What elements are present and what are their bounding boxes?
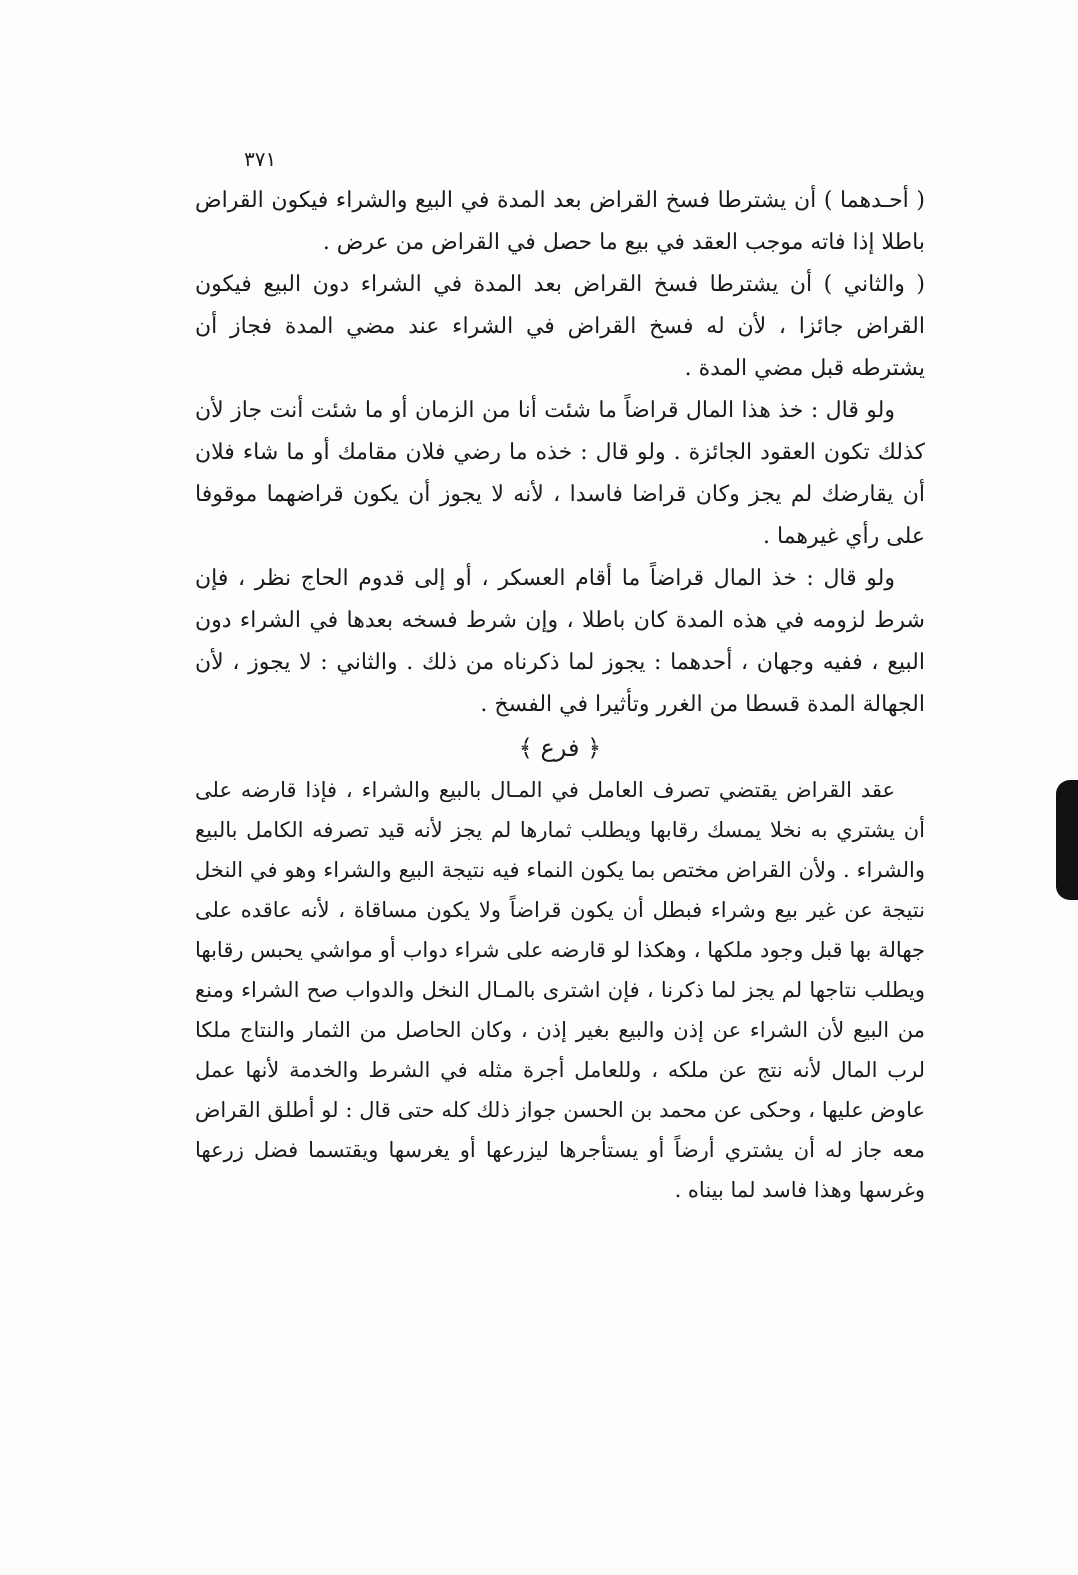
page-number: ٣٧١: [244, 147, 277, 171]
paragraph-first-case: ( أحـدهما ) أن يشترطا فسخ القراض بعد المدة في البيع والشراء فيكون القراض باطلا إذا فاته موجب العقد في بيع ما حصل في القراض من عرض .: [195, 188, 925, 255]
paragraph-army-condition: ولو قال : خذ المال قراضاً ما أقام العسكر ، أو إلى قدوم الحاج نظر ، فإن شرط لزومه في هذه المدة كان باطلا ، وإن شرط فسخه بعدها في الشراء دون البيع ، ففيه وجهان ، أحدهما : يجوز لما ذكرناه من ذلك . والثاني : لا يجوز ، لأن الجهالة المدة قسطا من الغرر وتأثيرا في الفسخ .: [195, 566, 925, 717]
paragraph-second-case: ( والثاني ) أن يشترطا فسخ القراض بعد المدة في الشراء دون البيع فيكون القراض جائزا ، لأن له فسخ القراض في الشراء عند مضي المدة فجاز أن يشترطه قبل مضي المدة .: [195, 272, 925, 381]
paragraph-qirad-contract: عقد القراض يقتضي تصرف العامل في المـال بالبيع والشراء ، فإذا قارضه على أن يشتري به نخلا يمسك رقابها ويطلب ثمارها لم يجز لأنه قيد تصرفه الكامل بالبيع والشراء . ولأن القراض مختص بما يكون النماء فيه نتيجة البيع والشراء وهو في النخل نتيجة عن غير بيع وشراء فبطل أن يكون قراضاً ولا يكون مساقاة ، لأنه عاقده على جهالة بها قبل وجود ملكها ، وهكذا لو قارضه على شراء دواب أو مواشي يحبس رقابها ويطلب نتاجها لم يجز لما ذكرنا ، فإن اشترى بالمـال النخل والدواب صح الشراء ومنع من البيع لأن الشراء عن إذن والبيع بغير إذن ، وكان الحاصل من الثمار والنتاج ملكا لرب المال لأنه نتج عن ملكه ، وللعامل أجرة مثله في الشرط والخدمة لأنها عمل عاوض عليها ، وحكى عن محمد بن الحسن جواز ذلك كله حتى قال : لو أطلق القراض معه جاز له أن يشتري أرضاً أو يستأجرها ليزرعها أو يغرسها ويقتسما فضل زرعها وغرسها وهذا فاسد لما بيناه .: [195, 778, 925, 1202]
main-text-block: [195, 180, 925, 1210]
scan-edge-mark: [1056, 780, 1078, 900]
section-heading-far: ﴿ فرع ﴾: [518, 734, 602, 762]
paragraph-time-condition: ولو قال : خذ هذا المال قراضاً ما شئت أنا من الزمان أو ما شئت أنت جاز لأن كذلك تكون العقود الجائزة . ولو قال : خذه ما رضي فلان مقامك أو ما شاء فلان أن يقارضك لم يجز وكان قراضا فاسدا ، لأنه لا يجوز أن يكون قراضهما موقوفا على رأي غيرهما .: [195, 398, 925, 549]
